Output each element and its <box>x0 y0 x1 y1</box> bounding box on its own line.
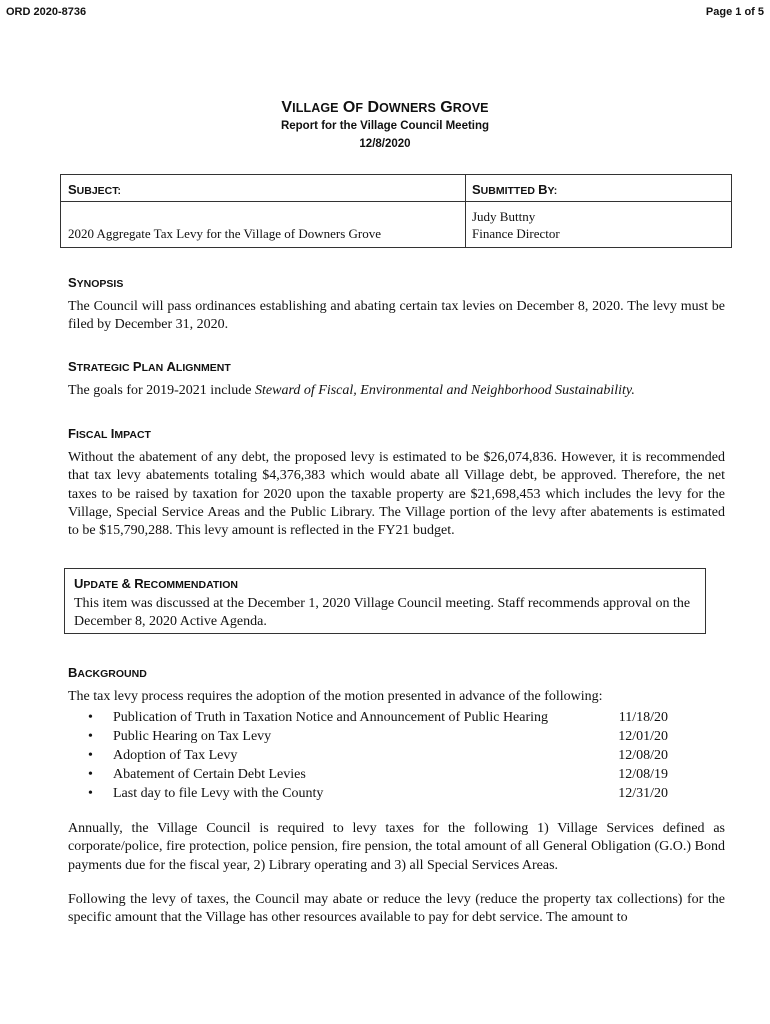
list-item-label: Last day to file Levy with the County <box>113 786 324 801</box>
strategic-goal-italic: Steward of Fiscal, Environmental and Neighborhood Sustainability. <box>255 383 635 398</box>
synopsis-heading: SYNOPSIS <box>68 275 124 290</box>
strategic-plan-heading: STRATEGIC PLAN ALIGNMENT <box>68 359 231 374</box>
list-item-date: 12/31/20 <box>618 786 668 801</box>
list-item-date: 12/08/20 <box>618 748 668 763</box>
list-item-label: Public Hearing on Tax Levy <box>113 729 272 744</box>
submitted-by-label: SUBMITTED BY: <box>472 182 558 197</box>
submitter-title: Finance Director <box>472 226 560 241</box>
table-divider <box>465 175 466 247</box>
update-heading: UPDATE & RECOMMENDATION <box>74 576 238 591</box>
list-item <box>88 708 668 727</box>
list-item <box>88 765 668 784</box>
synopsis-text: The Council will pass ordinances establishing and abating certain tax levies on December 8, 2020. The levy must be filed by December 31, 2020. <box>68 299 725 333</box>
bullet-icon: • <box>88 786 93 801</box>
subject-value: 2020 Aggregate Tax Levy for the Village of Downers Grove <box>68 226 381 241</box>
list-item-date: 12/08/19 <box>618 767 668 782</box>
update-recommendation-box <box>64 568 706 634</box>
bullet-icon: • <box>88 710 93 725</box>
strategic-text-prefix: The goals for 2019-2021 include <box>68 383 256 398</box>
document-title: VILLAGE OF DOWNERS GROVE <box>281 99 489 116</box>
levy-schedule-list <box>88 708 668 803</box>
meeting-date: 12/8/2020 <box>359 138 411 150</box>
update-text: This item was discussed at the December 1, 2020 Village Council meeting. Staff recommends approval on the December 8, 2020 Active Agenda. <box>74 596 691 630</box>
list-item-label: Abatement of Certain Debt Levies <box>113 767 306 782</box>
subject-table <box>60 174 732 248</box>
bullet-icon: • <box>88 767 93 782</box>
document-subtitle: Report for the Village Council Meeting <box>280 120 490 132</box>
strategic-plan-text <box>68 382 725 400</box>
bullet-icon: • <box>88 729 93 744</box>
page-indicator: Page 1 of 5 <box>705 6 764 18</box>
fiscal-impact-heading: FISCAL IMPACT <box>68 426 151 441</box>
ordinance-number: ORD 2020-8736 <box>6 6 87 18</box>
background-paragraph-2: Following the levy of taxes, the Council may abate or reduce the levy (reduce the property tax collections) for the specific amount that the Village has other resources available to pay for debt service. The amount to <box>68 892 725 926</box>
background-heading: BACKGROUND <box>68 665 147 680</box>
background-paragraph-1: Annually, the Village Council is required to levy taxes for the following 1) Village Services defined as corporate/police, fire protection, police pension, fire pension, the total amount of all General Obligation (G.O.) Bond payments due for the fiscal year, 2) Library operating and 3) all Special Services Areas. <box>68 821 725 873</box>
list-item-label: Publication of Truth in Taxation Notice and Announcement of Public Hearing <box>113 710 549 725</box>
list-item <box>88 727 668 746</box>
table-divider <box>61 201 731 202</box>
list-item-date: 12/01/20 <box>618 729 668 744</box>
list-item <box>88 784 668 803</box>
fiscal-impact-text: Without the abatement of any debt, the proposed levy is estimated to be $26,074,836. However, it is recommended that tax levy abatements totaling $4,376,383 which would abate all Village debt, be approved. Therefore, the net taxes to be raised by taxation for 2020 upon the taxable property are $21,698,453 which includes the levy for the Village, Special Service Areas and the Public Library. The Village portion of the levy after abatements is estimated to be $15,790,288. This levy amount is reflected in the FY21 budget. <box>68 450 725 539</box>
subject-label: SUBJECT: <box>68 182 122 197</box>
list-item-date: 11/18/20 <box>618 710 668 725</box>
bullet-icon: • <box>88 748 93 763</box>
list-item-label: Adoption of Tax Levy <box>113 748 238 763</box>
list-item <box>88 746 668 765</box>
submitter-name: Judy Buttny <box>472 209 536 224</box>
background-intro: The tax levy process requires the adoption of the motion presented in advance of the following: <box>68 689 603 704</box>
